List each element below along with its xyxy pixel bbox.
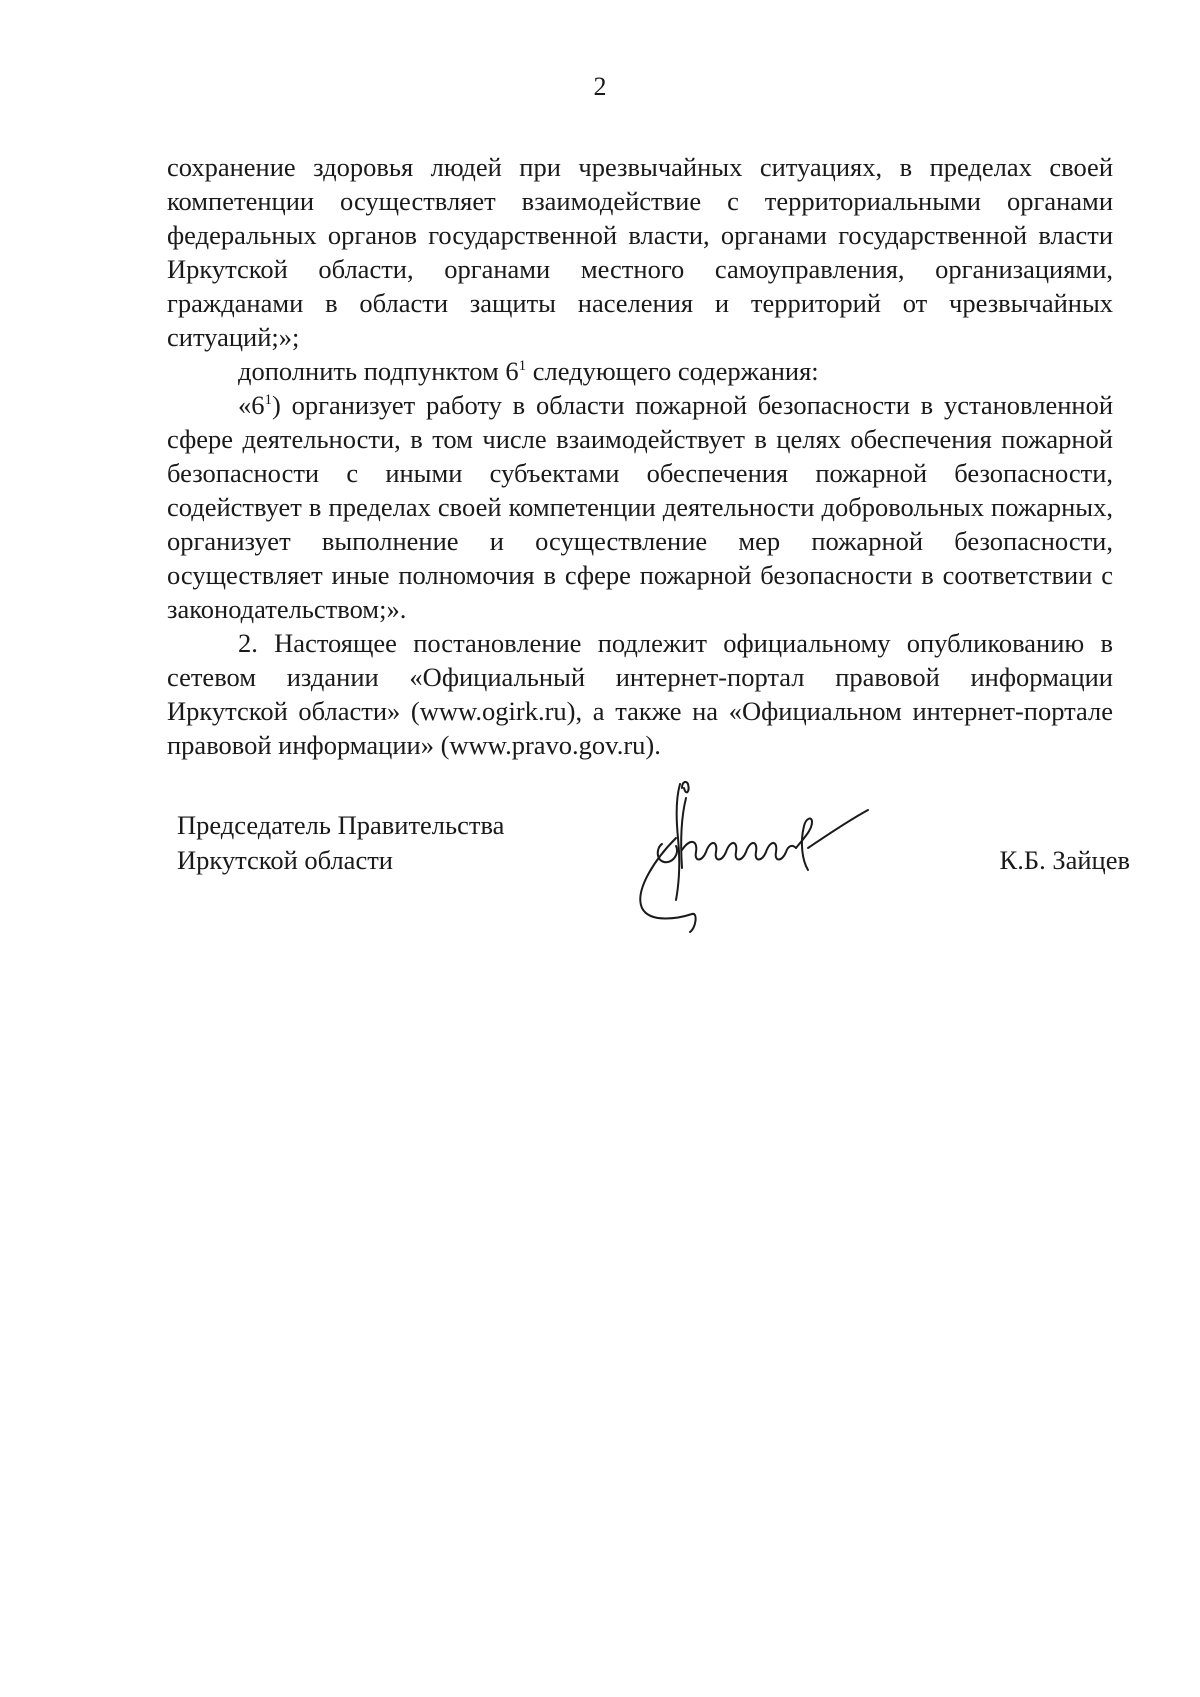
superscript-marker: 1 bbox=[518, 358, 527, 375]
fire-safety-text-rest: ) организует работу в области пожарной безопасности в установленной сфере деятельности, в том числе взаимодействует в целях обеспечения пожарной безопасности с иными субъектами обеспечения пожарной безопасности, содействует в пределах своей компетенции деятельности добровольных пожарных, организует выполнение и осуществление мер пожарной безопасности, осуществляет иные полномочия в сфере пожарной безопасности в соответствии с законодательством;». bbox=[167, 390, 1113, 624]
add-subitem-text-end: следующего содержания: bbox=[526, 356, 819, 386]
paragraph-add-subitem bbox=[167, 354, 1113, 388]
fire-safety-text-open: «6 bbox=[238, 390, 265, 420]
signatory-position-line-1: Председатель Правительства bbox=[177, 810, 505, 840]
page-number: 2 bbox=[593, 72, 607, 101]
document-body bbox=[167, 150, 1113, 762]
signatory-position bbox=[177, 808, 504, 878]
paragraph-health-protection: сохранение здоровья людей при чрезвычайных ситуациях, в пределах своей компетенции осуществляет взаимодействие с территориальными органами федеральных органов государственной власти, органами государственной власти Иркутской области, органами местного самоуправления, организациями, гражданами в области защиты населения и территорий от чрезвычайных ситуаций;»; bbox=[167, 152, 1113, 352]
paragraph-fire-safety bbox=[167, 388, 1113, 626]
add-subitem-text-start: дополнить подпунктом 6 bbox=[238, 356, 519, 386]
superscript-marker: 1 bbox=[264, 392, 272, 409]
signatory-name: К.Б. Зайцев bbox=[999, 845, 1130, 875]
handwritten-signature bbox=[636, 778, 936, 934]
signatory-position-line-2: Иркутской области bbox=[177, 845, 393, 875]
paragraph-publication: 2. Настоящее постановление подлежит официальному опубликованию в сетевом издании «Официальный интернет-портал правовой информации Иркутской области» (www.ogirk.ru), а также на «Официальном интернет-портале правовой информации» (www.pravo.gov.ru). bbox=[167, 628, 1113, 760]
